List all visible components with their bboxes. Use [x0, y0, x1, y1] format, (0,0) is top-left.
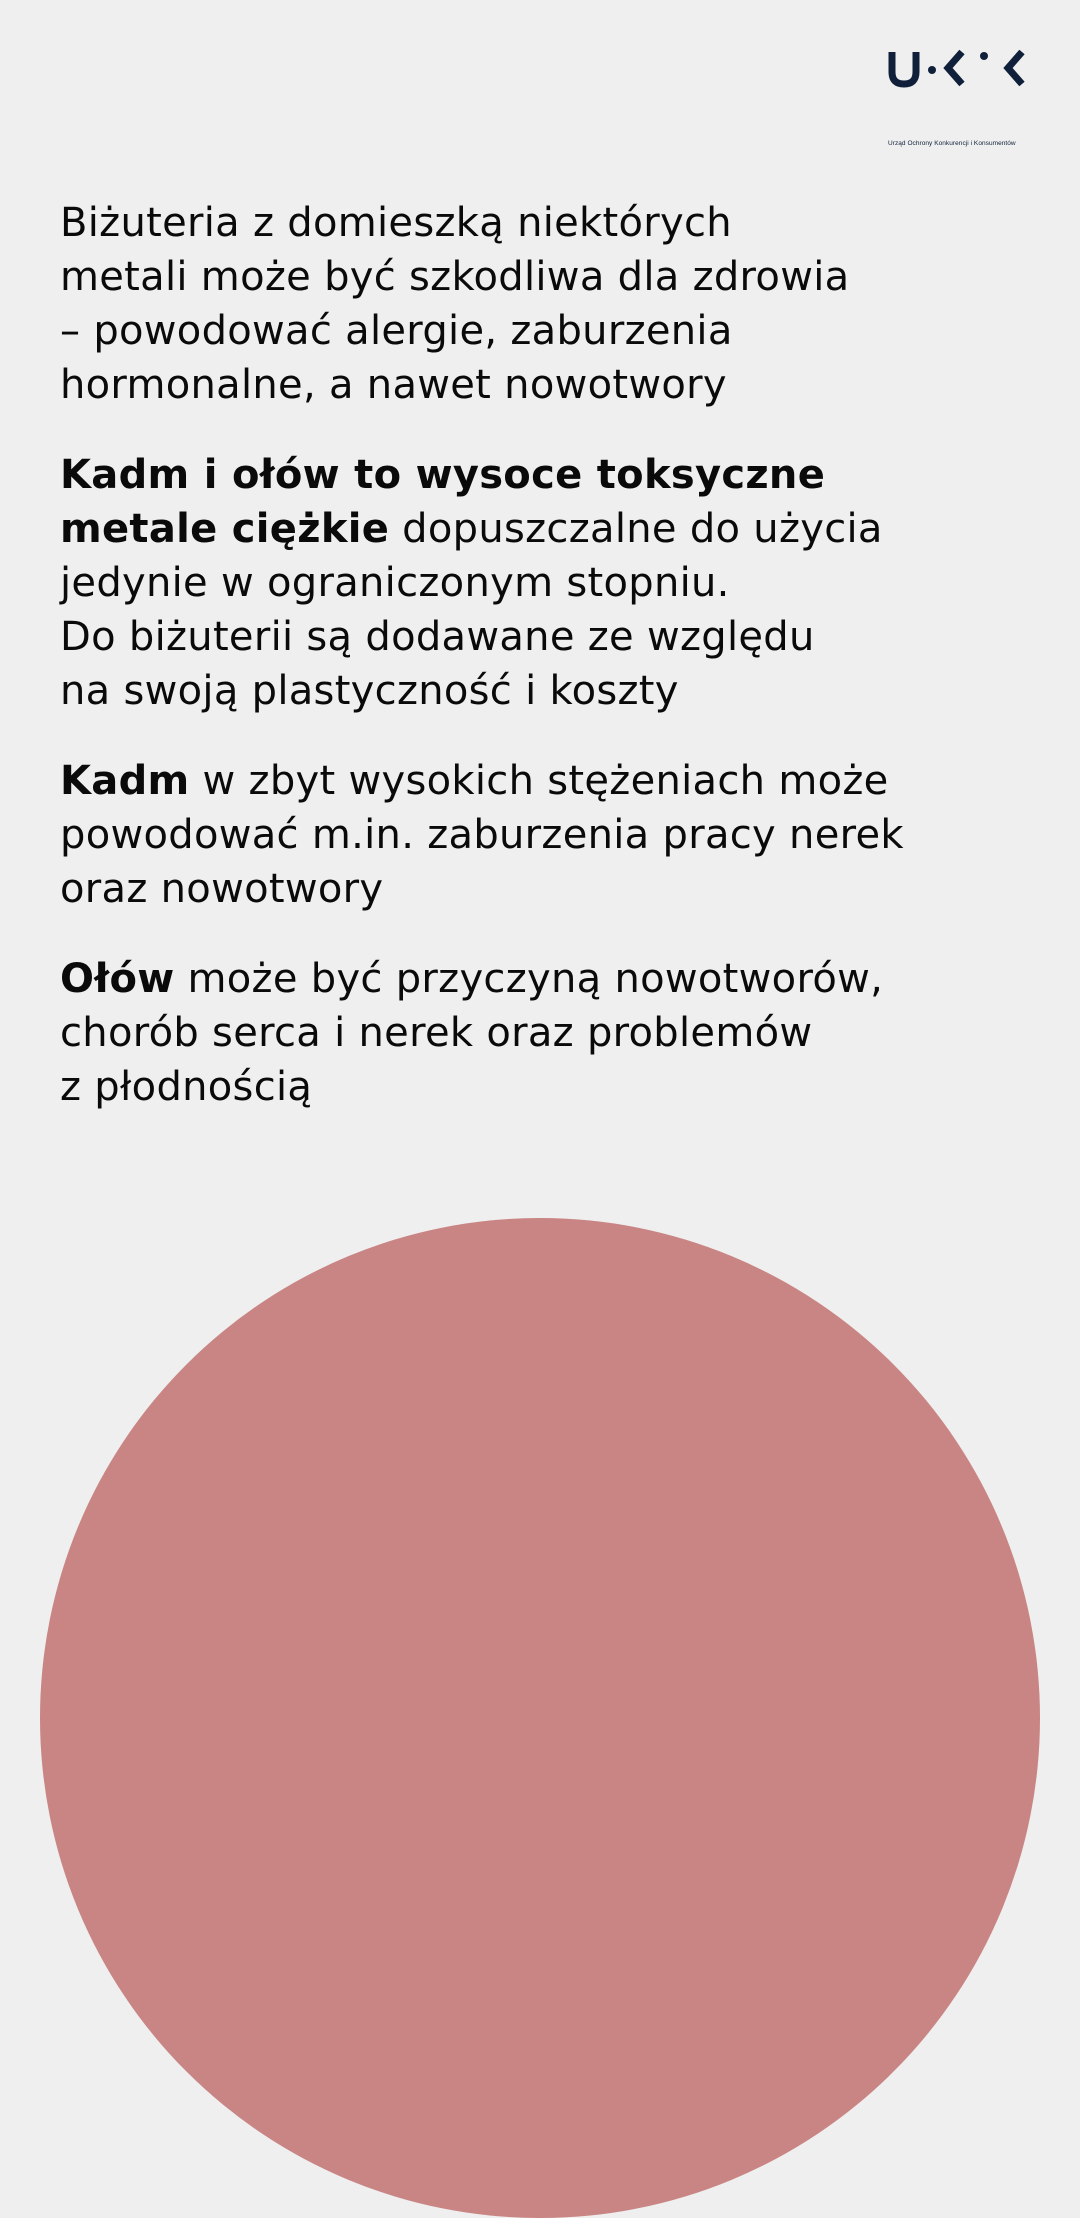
text-line: jedynie w ograniczonym stopniu. [60, 560, 730, 606]
text-line: Kadm w zbyt wysokich stężeniach może [60, 758, 889, 804]
paragraph-cadmium [60, 754, 1040, 916]
text-line: oraz nowotwory [60, 866, 384, 912]
main-text [60, 196, 1040, 1150]
text-line: hormonalne, a nawet nowotwory [60, 362, 727, 408]
text-line: Ołów może być przyczyną nowotworów, [60, 956, 884, 1002]
text-line: na swoją plastyczność i koszty [60, 668, 679, 714]
text-line: metali może być szkodliwa dla zdrowia [60, 254, 850, 300]
text-line: powodować m.in. zaburzenia pracy nerek [60, 812, 904, 858]
paragraph-heavy-metals [60, 448, 1040, 718]
text-line: z płodnością [60, 1064, 313, 1110]
uokik-logo [888, 46, 1036, 147]
logo-caption: Urząd Ochrony Konkurencji i Konsumentów [888, 140, 1016, 147]
paragraph-lead [60, 952, 1040, 1114]
text-line: Kadm i ołów to wysoce toksyczne [60, 452, 826, 498]
text-line: Biżuteria z domieszką niektórych [60, 200, 732, 246]
paragraph-intro [60, 196, 1040, 412]
text-line: Do biżuterii są dodawane ze względu [60, 614, 815, 660]
decorative-circle [40, 1218, 1040, 2218]
text-line: metale ciężkie dopuszczalne do użycia [60, 506, 883, 552]
text-line: chorób serca i nerek oraz problemów [60, 1010, 813, 1056]
uokik-logo-mark-icon [888, 46, 1036, 92]
text-line: – powodować alergie, zaburzenia [60, 308, 733, 354]
